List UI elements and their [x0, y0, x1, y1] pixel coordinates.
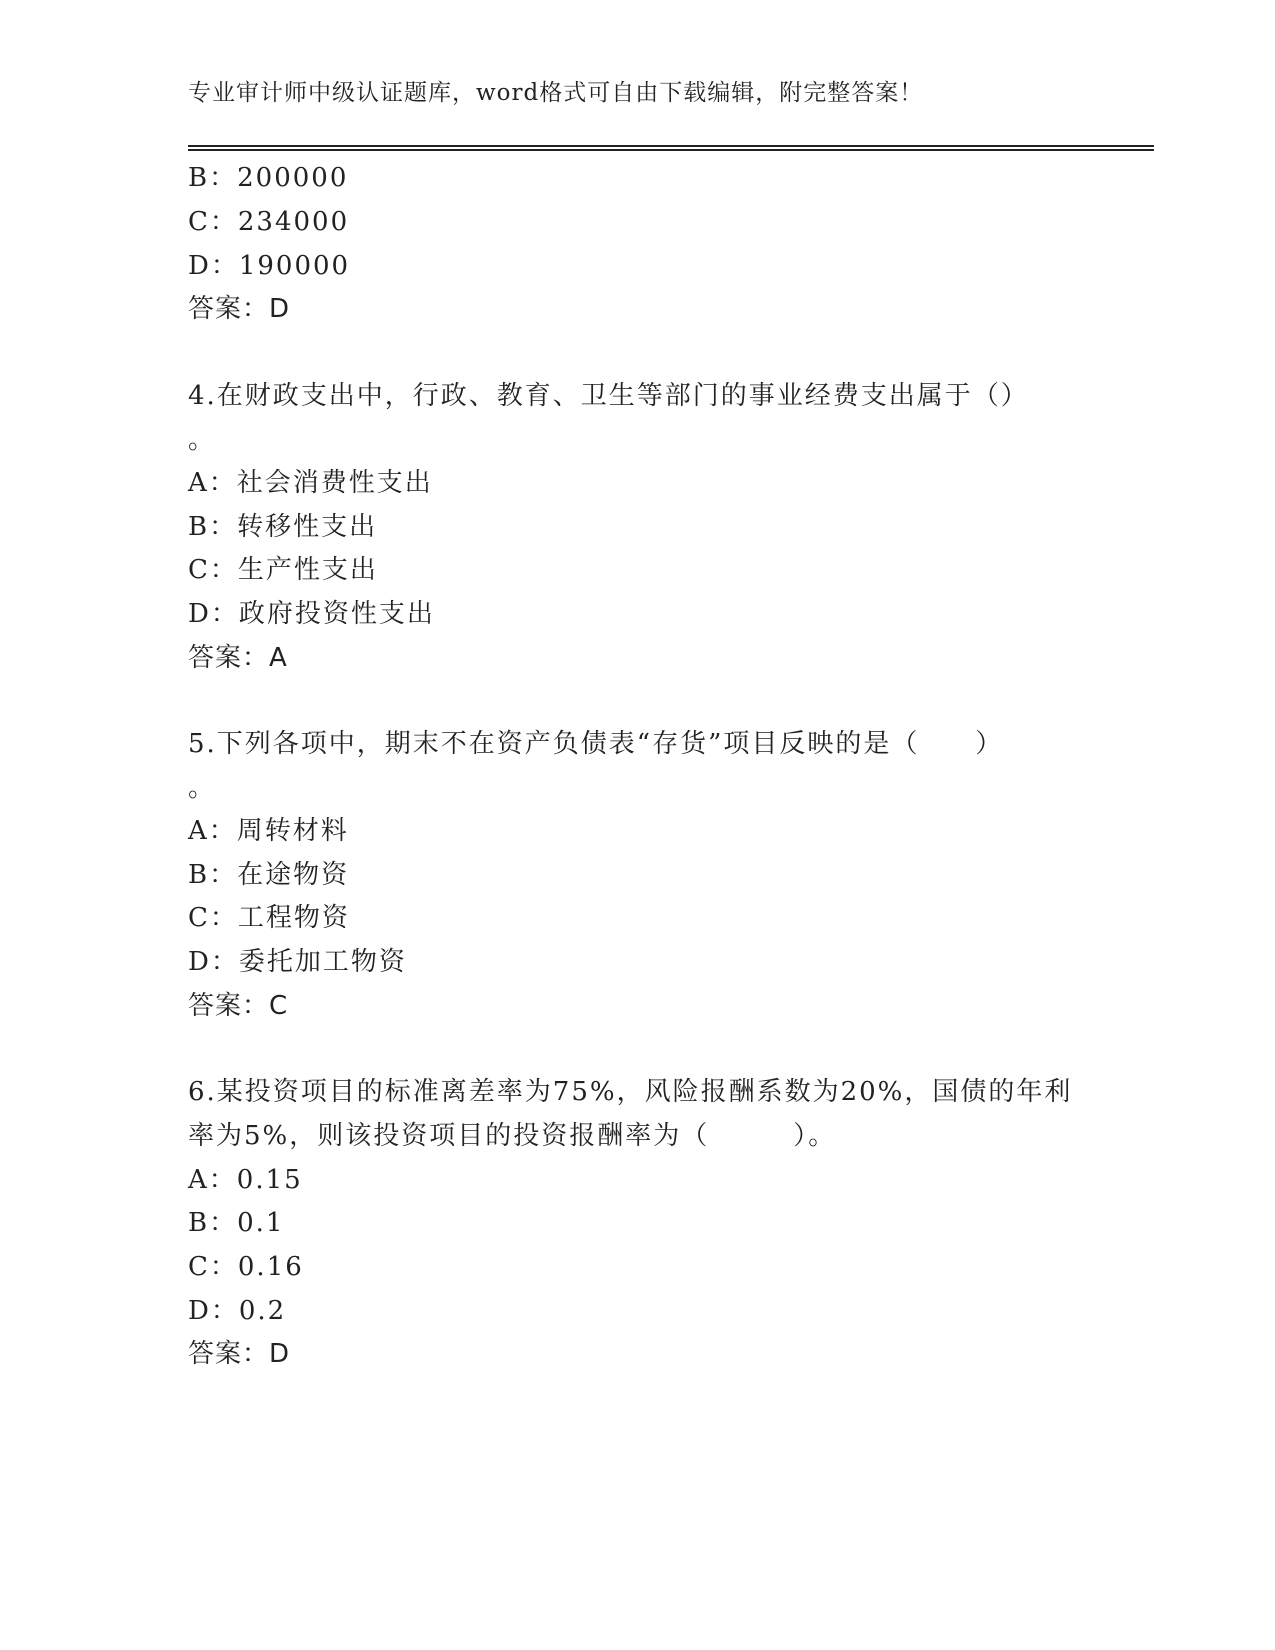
option-b-q6: B：0.1: [188, 1208, 285, 1238]
option-c-q5: C：工程物资: [188, 903, 350, 933]
question-5: 5.下列各项中，期末不在资产负债表“存货”项目反映的是（ ）: [188, 729, 1004, 759]
option-c-q4: C：生产性支出: [188, 555, 378, 585]
question-4-cont: 。: [188, 425, 217, 455]
option-b-q5: B：在途物资: [188, 860, 350, 890]
page-header: 专业审计师中级认证题库，word格式可自由下载编辑，附完整答案！: [188, 80, 924, 106]
question-5-cont: 。: [188, 773, 217, 803]
answer-q4: 答案：A: [188, 643, 288, 673]
question-4: 4.在财政支出中，行政、教育、卫生等部门的事业经费支出属于（）: [188, 381, 1029, 411]
option-c-q3: C：234000: [188, 207, 350, 237]
option-c-q6: C：0.16: [188, 1252, 304, 1282]
answer-q3: 答案：D: [188, 294, 291, 324]
option-a-q4: A：社会消费性支出: [188, 468, 433, 498]
option-d-q3: D：190000: [188, 251, 351, 281]
option-d-q6: D：0.2: [188, 1296, 287, 1326]
option-d-q5: D：委托加工物资: [188, 947, 407, 977]
question-6: 6.某投资项目的标准离差率为75%，风险报酬系数为20%，国债的年利: [188, 1077, 1073, 1107]
option-a-q5: A：周转材料: [188, 816, 349, 846]
question-6-cont: 率为5%，则该投资项目的投资报酬率为（ ）。: [188, 1121, 837, 1151]
option-b-q3: B：200000: [188, 163, 349, 193]
answer-q6: 答案：D: [188, 1339, 291, 1369]
header-rule-bottom: [188, 149, 1154, 151]
option-a-q6: A：0.15: [188, 1165, 303, 1195]
header-rule-top: [188, 145, 1154, 147]
option-b-q4: B：转移性支出: [188, 512, 378, 542]
answer-q5: 答案：C: [188, 991, 289, 1021]
option-d-q4: D：政府投资性支出: [188, 599, 435, 629]
